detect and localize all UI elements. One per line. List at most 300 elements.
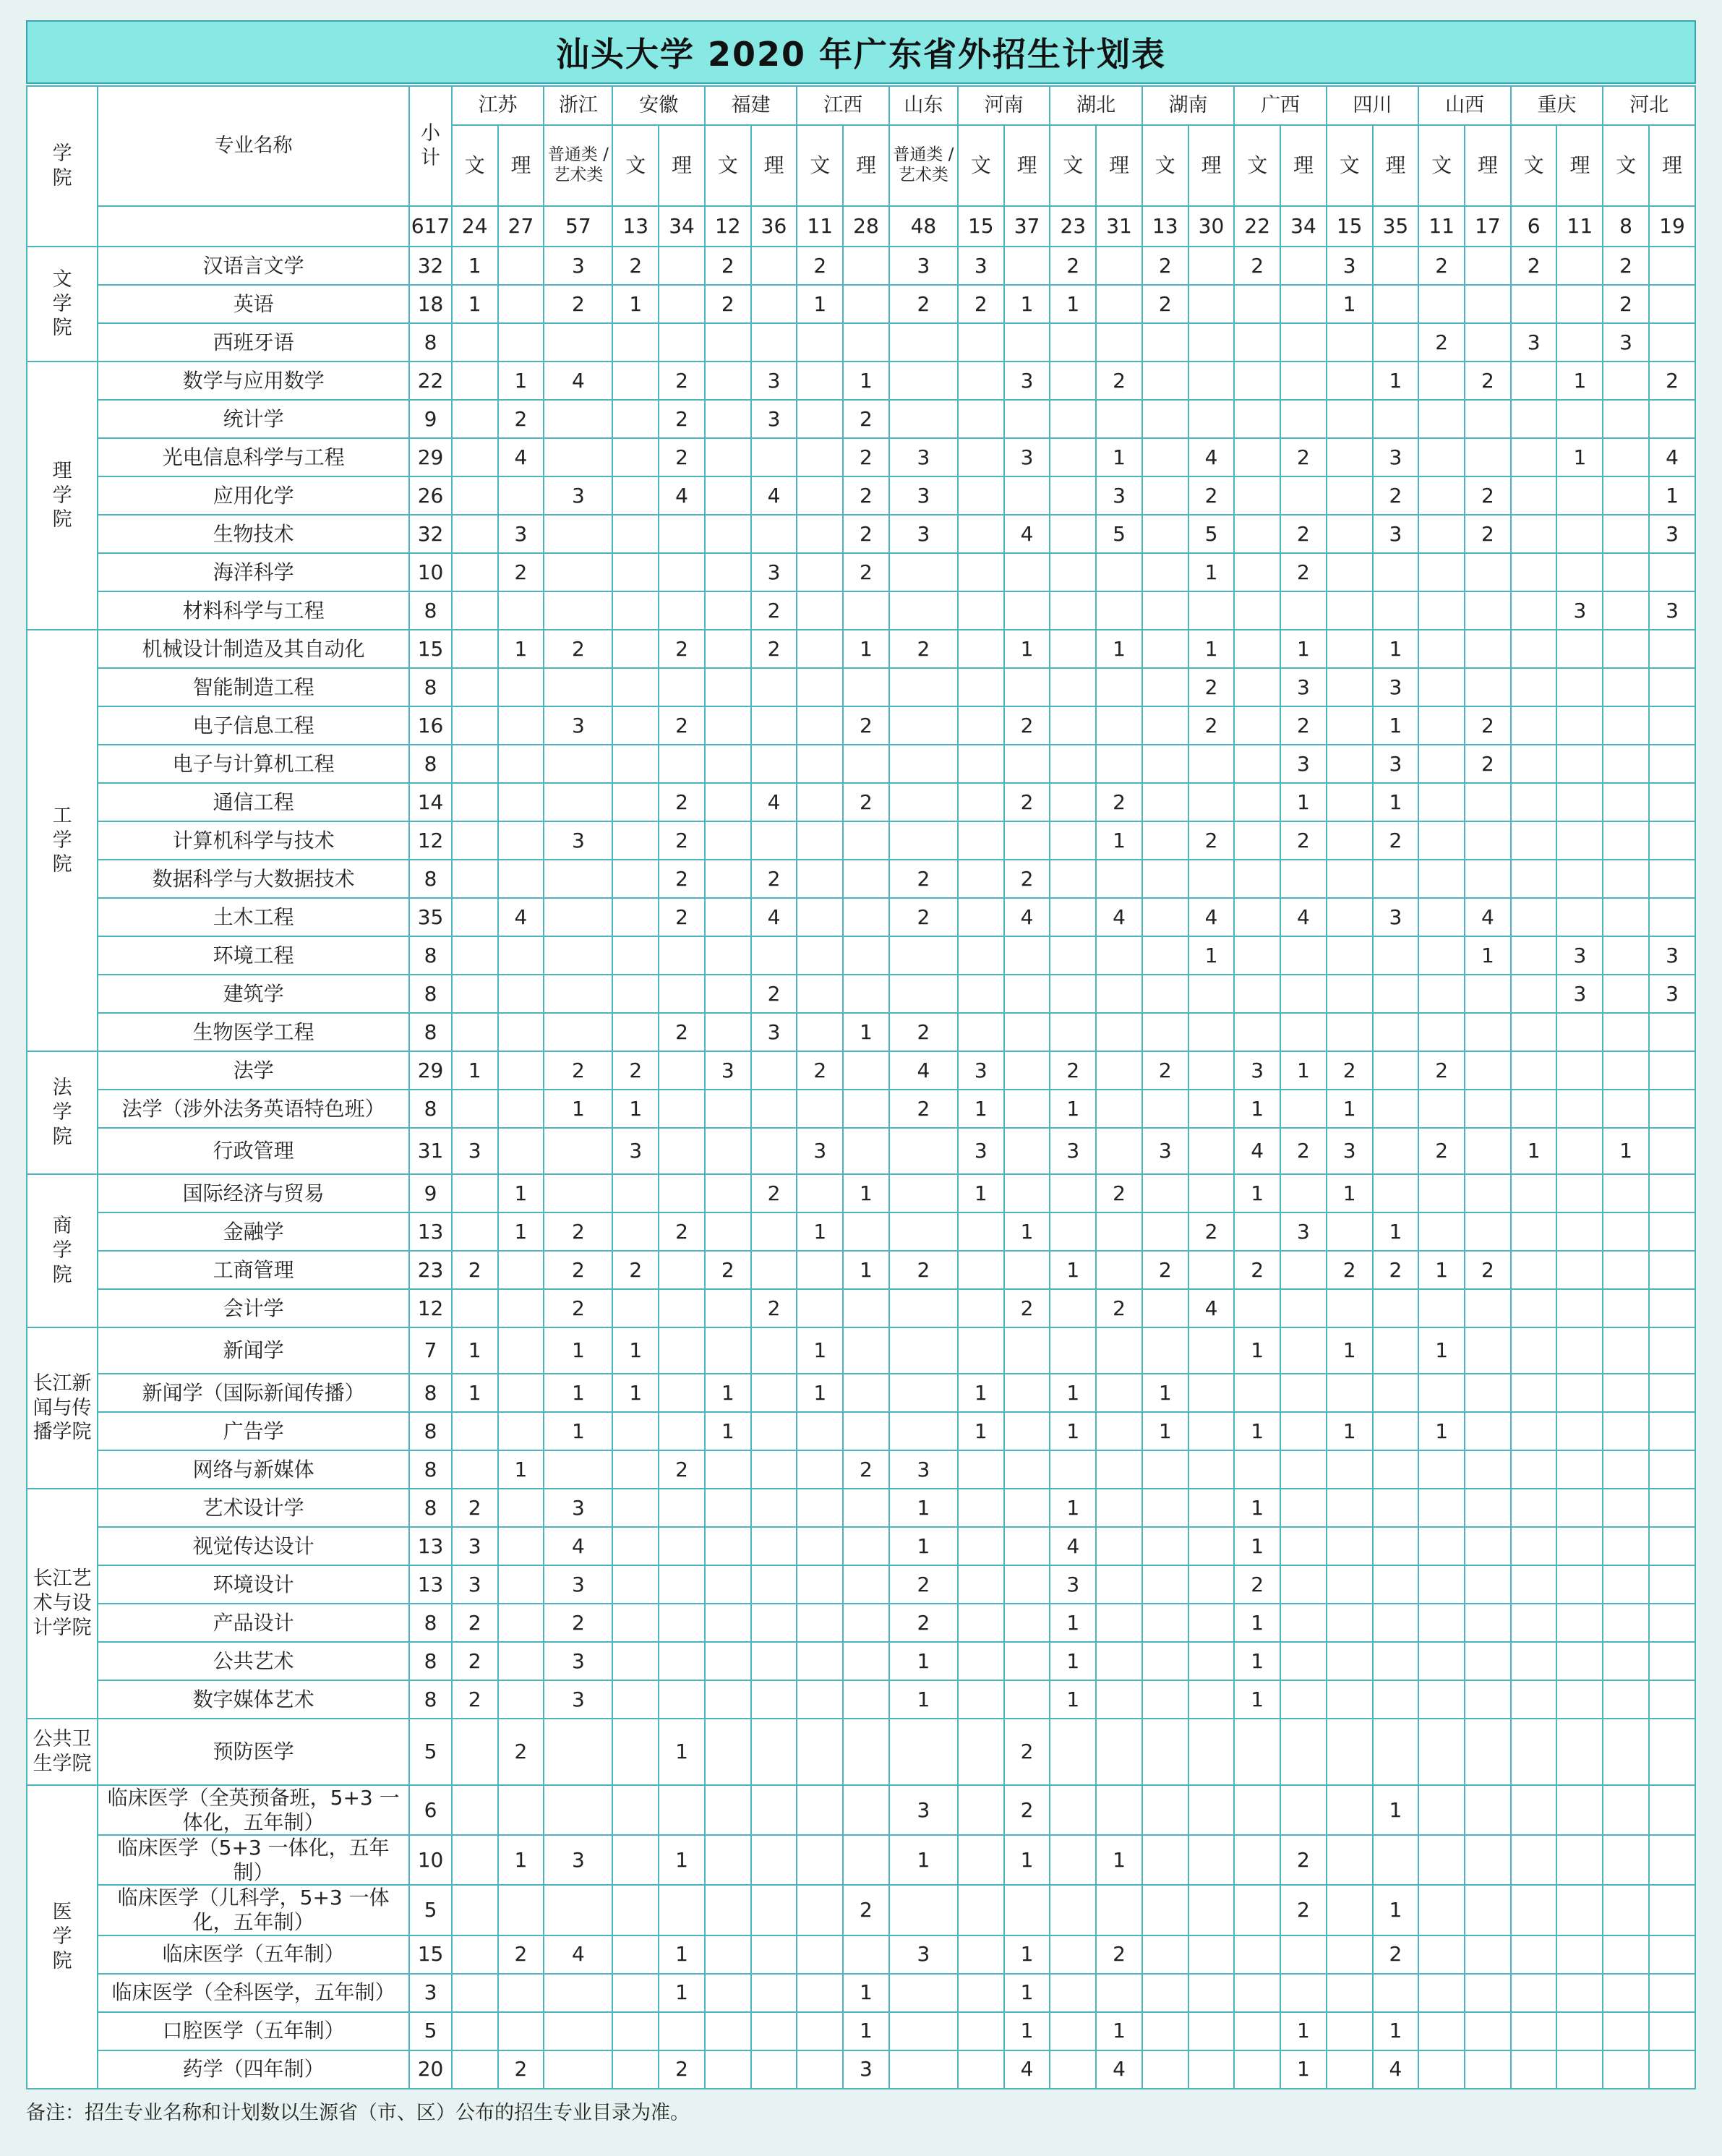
quota-cell xyxy=(1649,783,1695,821)
quota-cell xyxy=(612,1565,659,1604)
quota-cell xyxy=(1050,630,1096,668)
quota-cell xyxy=(1188,1489,1235,1527)
quota-cell: 2 xyxy=(498,1719,544,1785)
quota-cell: 1 xyxy=(1373,783,1419,821)
province-header: 广西 xyxy=(1234,86,1326,125)
quota-cell: 2 xyxy=(659,2050,705,2089)
quota-cell: 1 xyxy=(1418,1251,1465,1289)
quota-cell xyxy=(612,515,659,553)
major-subtotal: 10 xyxy=(409,553,452,591)
quota-cell xyxy=(612,438,659,476)
quota-cell: 1 xyxy=(843,1974,889,2012)
major-subtotal: 8 xyxy=(409,860,452,898)
quota-cell xyxy=(705,630,751,668)
quota-cell: 1 xyxy=(1327,1174,1373,1212)
quota-cell xyxy=(705,1680,751,1719)
quota-cell: 2 xyxy=(1373,1251,1419,1289)
quota-cell xyxy=(1280,1013,1327,1051)
quota-cell xyxy=(1603,1885,1649,1935)
college-header xyxy=(27,86,98,247)
quota-cell xyxy=(1418,1935,1465,1974)
major-subtotal: 8 xyxy=(409,1450,452,1489)
quota-cell xyxy=(958,630,1004,668)
quota-cell xyxy=(659,591,705,630)
stream-header: 文 xyxy=(1142,125,1188,206)
quota-cell xyxy=(1188,1128,1235,1174)
quota-cell: 3 xyxy=(452,1565,498,1604)
quota-cell xyxy=(751,668,797,706)
quota-cell xyxy=(452,1719,498,1785)
quota-cell xyxy=(659,1412,705,1450)
quota-cell xyxy=(612,1174,659,1212)
province-header: 湖南 xyxy=(1142,86,1234,125)
quota-cell xyxy=(1050,706,1096,745)
quota-cell: 2 xyxy=(843,783,889,821)
quota-cell xyxy=(843,1680,889,1719)
quota-cell: 2 xyxy=(612,1251,659,1289)
quota-cell xyxy=(889,668,958,706)
quota-cell xyxy=(705,745,751,783)
quota-cell xyxy=(797,1289,843,1327)
table-row xyxy=(27,1374,1695,1412)
stream-header: 文 xyxy=(1327,125,1373,206)
college-name xyxy=(27,247,98,362)
quota-cell xyxy=(705,1289,751,1327)
quota-cell xyxy=(705,1935,751,1974)
quota-cell xyxy=(797,860,843,898)
quota-cell xyxy=(889,1289,958,1327)
quota-cell: 3 xyxy=(1556,936,1603,975)
quota-cell: 1 xyxy=(1280,1051,1327,1090)
quota-cell xyxy=(1188,2050,1235,2089)
quota-cell xyxy=(659,247,705,285)
quota-cell xyxy=(544,975,612,1013)
quota-cell xyxy=(1142,936,1188,975)
quota-cell xyxy=(1511,821,1557,860)
quota-cell: 1 xyxy=(612,285,659,323)
quota-cell xyxy=(1649,323,1695,362)
quota-cell xyxy=(452,476,498,515)
quota-cell: 1 xyxy=(498,630,544,668)
province-total: 13 xyxy=(612,206,659,247)
quota-cell xyxy=(843,1935,889,1974)
quota-cell: 3 xyxy=(889,515,958,553)
quota-cell xyxy=(1418,1374,1465,1412)
quota-cell: 1 xyxy=(1234,1412,1280,1450)
quota-cell xyxy=(705,2012,751,2050)
quota-cell xyxy=(612,1527,659,1565)
province-total: 13 xyxy=(1142,206,1188,247)
quota-cell xyxy=(1234,1719,1280,1785)
quota-cell xyxy=(1142,1289,1188,1327)
quota-cell: 2 xyxy=(544,1212,612,1251)
quota-cell xyxy=(1327,515,1373,553)
quota-cell: 1 xyxy=(544,1327,612,1374)
quota-cell xyxy=(659,1604,705,1642)
quota-cell: 4 xyxy=(498,898,544,936)
quota-cell xyxy=(1373,1565,1419,1604)
quota-cell xyxy=(889,591,958,630)
major-subtotal: 26 xyxy=(409,476,452,515)
quota-cell xyxy=(1096,1680,1142,1719)
major-subtotal: 8 xyxy=(409,1090,452,1128)
quota-cell xyxy=(1373,1527,1419,1565)
quota-cell xyxy=(612,1642,659,1680)
quota-cell xyxy=(544,2050,612,2089)
quota-cell xyxy=(1096,1090,1142,1128)
stream-header: 文 xyxy=(958,125,1004,206)
quota-cell: 2 xyxy=(659,1013,705,1051)
quota-cell: 1 xyxy=(498,1174,544,1212)
college-name-text: 工学院 xyxy=(52,804,72,876)
quota-cell: 1 xyxy=(958,1174,1004,1212)
quota-cell xyxy=(1188,1885,1235,1935)
quota-cell xyxy=(797,591,843,630)
quota-cell: 4 xyxy=(1373,2050,1419,2089)
quota-cell: 4 xyxy=(1188,438,1235,476)
quota-cell xyxy=(1280,1251,1327,1289)
quota-cell xyxy=(612,783,659,821)
quota-cell xyxy=(1050,821,1096,860)
quota-cell xyxy=(498,247,544,285)
quota-cell xyxy=(1234,898,1280,936)
quota-cell: 2 xyxy=(843,476,889,515)
quota-cell xyxy=(1511,1785,1557,1835)
quota-cell xyxy=(1142,860,1188,898)
quota-cell xyxy=(452,860,498,898)
quota-cell xyxy=(1418,362,1465,400)
table-row xyxy=(27,706,1695,745)
quota-cell xyxy=(1142,1974,1188,2012)
quota-cell xyxy=(1050,2050,1096,2089)
quota-cell: 3 xyxy=(1511,323,1557,362)
quota-cell xyxy=(498,1374,544,1412)
quota-cell xyxy=(1050,668,1096,706)
quota-cell xyxy=(1050,860,1096,898)
quota-cell xyxy=(612,591,659,630)
major-subtotal: 8 xyxy=(409,1604,452,1642)
quota-cell xyxy=(797,1174,843,1212)
quota-cell xyxy=(705,1489,751,1527)
quota-cell xyxy=(1511,1251,1557,1289)
quota-cell xyxy=(751,1835,797,1885)
quota-cell xyxy=(797,1974,843,2012)
quota-cell xyxy=(1004,400,1050,438)
quota-cell xyxy=(797,1412,843,1450)
quota-cell xyxy=(1465,1680,1511,1719)
quota-cell: 2 xyxy=(1234,1565,1280,1604)
table-row xyxy=(27,1212,1695,1251)
quota-cell xyxy=(1188,1719,1235,1785)
quota-cell xyxy=(1050,438,1096,476)
table-row xyxy=(27,1974,1695,2012)
quota-cell xyxy=(1603,821,1649,860)
quota-cell xyxy=(705,553,751,591)
quota-cell xyxy=(1234,745,1280,783)
quota-cell xyxy=(1234,323,1280,362)
major-subtotal: 15 xyxy=(409,1935,452,1974)
quota-cell xyxy=(1234,821,1280,860)
quota-cell xyxy=(958,1489,1004,1527)
quota-cell xyxy=(1465,323,1511,362)
quota-cell xyxy=(1234,400,1280,438)
table-row xyxy=(27,1327,1695,1374)
quota-cell xyxy=(1465,2050,1511,2089)
major-subtotal: 8 xyxy=(409,936,452,975)
quota-cell: 1 xyxy=(843,1174,889,1212)
quota-cell xyxy=(1465,975,1511,1013)
quota-cell xyxy=(1511,898,1557,936)
quota-cell xyxy=(612,1289,659,1327)
quota-cell xyxy=(843,1527,889,1565)
quota-cell xyxy=(889,362,958,400)
quota-cell xyxy=(1511,936,1557,975)
quota-cell xyxy=(1511,1289,1557,1327)
quota-cell xyxy=(612,1835,659,1885)
quota-cell xyxy=(659,1327,705,1374)
quota-cell xyxy=(1142,400,1188,438)
quota-cell: 2 xyxy=(1050,247,1096,285)
quota-cell xyxy=(659,2012,705,2050)
table-row xyxy=(27,323,1695,362)
stream-header: 文 xyxy=(1603,125,1649,206)
quota-cell xyxy=(1004,1885,1050,1935)
quota-cell xyxy=(1373,247,1419,285)
quota-cell xyxy=(1465,1013,1511,1051)
quota-cell: 1 xyxy=(1327,285,1373,323)
quota-cell xyxy=(1096,1251,1142,1289)
quota-cell xyxy=(1188,285,1235,323)
quota-cell xyxy=(1234,1212,1280,1251)
college-name xyxy=(27,1785,98,2089)
major-subtotal: 15 xyxy=(409,630,452,668)
table-row xyxy=(27,783,1695,821)
quota-cell xyxy=(751,2050,797,2089)
major-subtotal: 6 xyxy=(409,1785,452,1835)
major-name: 汉语言文学 xyxy=(98,247,409,285)
quota-cell xyxy=(659,1885,705,1935)
quota-cell xyxy=(1556,1642,1603,1680)
quota-cell xyxy=(1142,1527,1188,1565)
quota-cell xyxy=(1603,591,1649,630)
quota-cell: 2 xyxy=(1603,247,1649,285)
quota-cell xyxy=(1280,1785,1327,1835)
quota-cell xyxy=(958,860,1004,898)
quota-cell xyxy=(1234,591,1280,630)
table-row xyxy=(27,1013,1695,1051)
quota-cell xyxy=(498,1013,544,1051)
quota-cell xyxy=(452,630,498,668)
quota-cell xyxy=(1373,1174,1419,1212)
quota-cell xyxy=(1418,860,1465,898)
quota-cell: 3 xyxy=(797,1128,843,1174)
province-header: 河南 xyxy=(958,86,1050,125)
quota-cell xyxy=(1280,362,1327,400)
major-name: 预防医学 xyxy=(98,1719,409,1785)
quota-cell xyxy=(1465,1565,1511,1604)
quota-cell xyxy=(1556,745,1603,783)
major-name: 药学（四年制） xyxy=(98,2050,409,2089)
quota-cell xyxy=(659,323,705,362)
quota-cell xyxy=(1096,323,1142,362)
quota-cell xyxy=(1556,285,1603,323)
quota-cell xyxy=(1373,1013,1419,1051)
enrollment-plan-table xyxy=(26,85,1696,2089)
quota-cell xyxy=(544,553,612,591)
quota-cell xyxy=(889,1212,958,1251)
quota-cell xyxy=(1280,247,1327,285)
quota-cell xyxy=(1649,1251,1695,1289)
quota-cell xyxy=(1004,1489,1050,1527)
quota-cell xyxy=(452,1974,498,2012)
quota-cell: 1 xyxy=(1234,1642,1280,1680)
quota-cell xyxy=(1649,1090,1695,1128)
quota-cell xyxy=(705,1174,751,1212)
quota-cell xyxy=(1418,476,1465,515)
major-name: 机械设计制造及其自动化 xyxy=(98,630,409,668)
quota-cell: 2 xyxy=(797,1051,843,1090)
quota-cell xyxy=(1418,1289,1465,1327)
quota-cell xyxy=(1280,1412,1327,1450)
quota-cell xyxy=(498,1565,544,1604)
quota-cell xyxy=(705,2050,751,2089)
quota-cell xyxy=(1556,1251,1603,1289)
table-row xyxy=(27,630,1695,668)
quota-cell: 2 xyxy=(1373,821,1419,860)
quota-cell xyxy=(889,975,958,1013)
quota-cell xyxy=(1142,1013,1188,1051)
quota-cell: 1 xyxy=(889,1489,958,1527)
quota-cell xyxy=(751,1450,797,1489)
quota-cell xyxy=(1050,1174,1096,1212)
quota-cell: 1 xyxy=(889,1835,958,1885)
college-name xyxy=(27,362,98,630)
quota-cell: 1 xyxy=(1327,1327,1373,1374)
province-total: 11 xyxy=(1556,206,1603,247)
quota-cell xyxy=(751,323,797,362)
quota-cell xyxy=(889,783,958,821)
quota-cell xyxy=(889,323,958,362)
quota-cell xyxy=(1649,630,1695,668)
quota-cell: 2 xyxy=(1096,362,1142,400)
quota-cell xyxy=(1465,400,1511,438)
quota-cell xyxy=(751,1489,797,1527)
quota-cell: 2 xyxy=(1280,553,1327,591)
quota-cell xyxy=(1096,745,1142,783)
quota-cell xyxy=(1004,553,1050,591)
quota-cell: 2 xyxy=(889,1604,958,1642)
quota-cell xyxy=(843,285,889,323)
college-name: 公共卫生学院 xyxy=(27,1719,98,1785)
quota-cell xyxy=(544,783,612,821)
quota-cell: 2 xyxy=(452,1489,498,1527)
quota-cell xyxy=(889,1327,958,1374)
quota-cell: 2 xyxy=(751,630,797,668)
quota-cell: 3 xyxy=(1280,745,1327,783)
quota-cell xyxy=(498,1680,544,1719)
major-subtotal: 13 xyxy=(409,1565,452,1604)
college-name: 长江艺术与设计学院 xyxy=(27,1489,98,1719)
quota-cell xyxy=(1050,1974,1096,2012)
quota-cell: 3 xyxy=(1327,247,1373,285)
quota-cell xyxy=(1188,1174,1235,1212)
quota-cell xyxy=(1327,1013,1373,1051)
college-header-text: 学院 xyxy=(52,142,72,189)
quota-cell: 3 xyxy=(1004,438,1050,476)
quota-cell xyxy=(1004,1128,1050,1174)
quota-cell xyxy=(705,1719,751,1785)
quota-cell: 1 xyxy=(1280,2050,1327,2089)
quota-cell: 3 xyxy=(751,1013,797,1051)
quota-cell xyxy=(659,1527,705,1565)
quota-cell xyxy=(705,362,751,400)
quota-cell xyxy=(1511,1374,1557,1412)
quota-cell xyxy=(797,323,843,362)
quota-cell: 2 xyxy=(1418,1128,1465,1174)
quota-cell xyxy=(1603,1680,1649,1719)
quota-cell xyxy=(1465,1174,1511,1212)
table-row xyxy=(27,745,1695,783)
quota-cell xyxy=(1511,1642,1557,1680)
quota-cell xyxy=(1373,1412,1419,1450)
quota-cell xyxy=(659,936,705,975)
quota-cell xyxy=(751,1327,797,1374)
quota-cell xyxy=(1188,860,1235,898)
quota-cell xyxy=(1603,400,1649,438)
quota-cell: 1 xyxy=(705,1412,751,1450)
quota-cell xyxy=(1327,1450,1373,1489)
quota-cell xyxy=(1004,591,1050,630)
quota-cell xyxy=(1418,1604,1465,1642)
quota-cell: 2 xyxy=(544,630,612,668)
quota-cell xyxy=(1418,1527,1465,1565)
quota-cell xyxy=(1280,1604,1327,1642)
quota-cell: 1 xyxy=(1050,1090,1096,1128)
quota-cell: 2 xyxy=(1050,1051,1096,1090)
quota-cell xyxy=(705,1642,751,1680)
quota-cell xyxy=(958,975,1004,1013)
quota-cell xyxy=(1142,476,1188,515)
quota-cell xyxy=(797,1785,843,1835)
quota-cell: 1 xyxy=(1050,1489,1096,1527)
quota-cell xyxy=(1603,553,1649,591)
quota-cell: 2 xyxy=(889,1251,958,1289)
quota-cell: 4 xyxy=(1188,898,1235,936)
quota-cell xyxy=(1188,1604,1235,1642)
quota-cell: 1 xyxy=(1050,1604,1096,1642)
quota-cell xyxy=(1327,1974,1373,2012)
quota-cell xyxy=(544,323,612,362)
quota-cell xyxy=(1327,898,1373,936)
quota-cell: 1 xyxy=(1004,285,1050,323)
quota-cell xyxy=(1649,1974,1695,2012)
quota-cell xyxy=(958,1565,1004,1604)
quota-cell: 1 xyxy=(544,1090,612,1128)
quota-cell xyxy=(659,515,705,553)
quota-cell: 2 xyxy=(751,591,797,630)
quota-cell xyxy=(1280,1680,1327,1719)
quota-cell xyxy=(751,2012,797,2050)
quota-cell xyxy=(544,1174,612,1212)
quota-cell: 3 xyxy=(751,400,797,438)
quota-cell xyxy=(1327,400,1373,438)
quota-cell xyxy=(1188,745,1235,783)
quota-cell xyxy=(1188,323,1235,362)
quota-cell xyxy=(1373,1327,1419,1374)
quota-cell xyxy=(1142,1642,1188,1680)
quota-cell xyxy=(659,1374,705,1412)
quota-cell xyxy=(1234,936,1280,975)
